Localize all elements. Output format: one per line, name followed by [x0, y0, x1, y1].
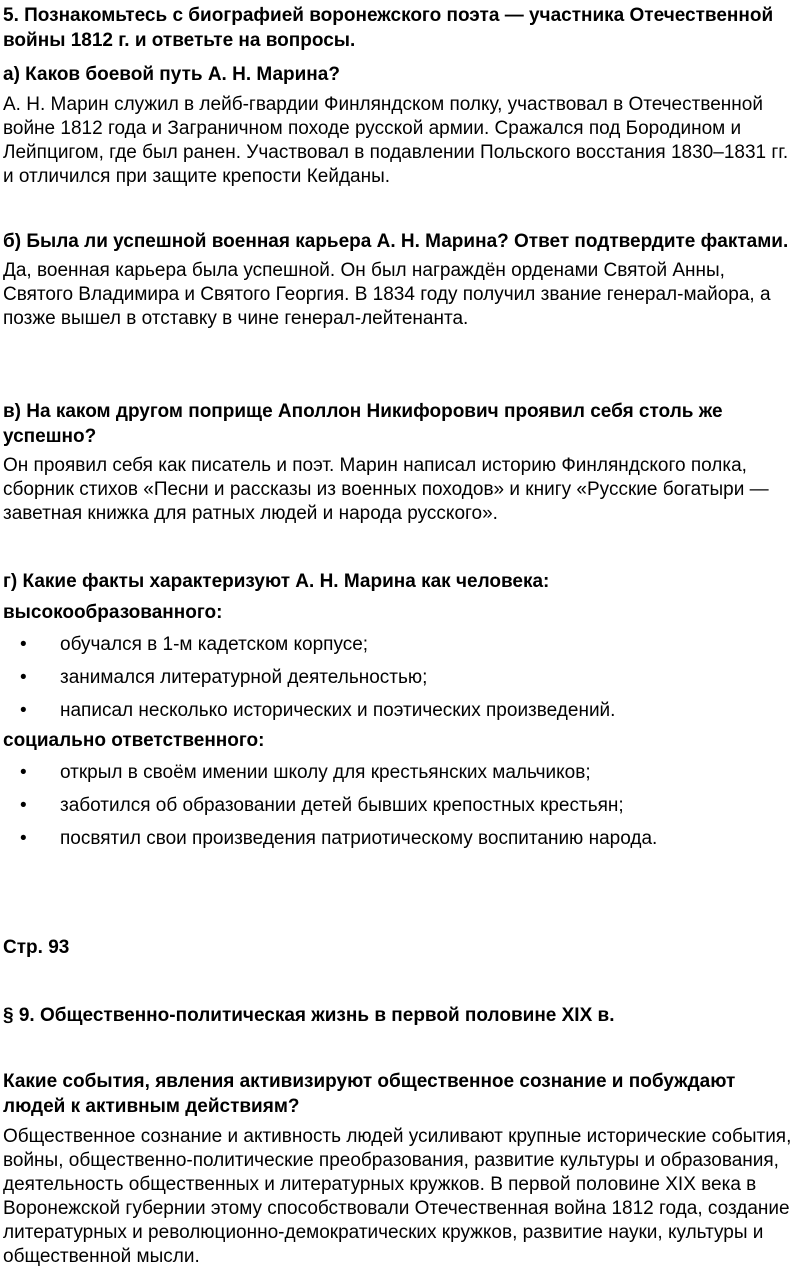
page-label-block: [3, 935, 796, 960]
list-item: • открыл в своём имении школу для крестьянских мальчиков;: [20, 762, 591, 783]
list-responsible: [3, 761, 796, 860]
task-title: 5. Познакомьтесь с биографией воронежского поэта — участника Отечественной войны 1812 г. и ответьте на вопросы.: [3, 5, 774, 51]
page-label: Стр. 93: [3, 937, 70, 958]
final-question: Какие события, явления активизируют общественное сознание и побуждают людей к активным действиям?: [3, 1071, 736, 1117]
list-item: • написал несколько исторических и поэтических произведений.: [20, 700, 616, 721]
list-item: • заботился об образовании детей бывших крепостных крестьян;: [20, 795, 624, 816]
answer-v: Он проявил себя как писатель и поэт. Марин написал историю Финляндского полка, сборник стихов «Песни и рассказы из военных походов» и книгу «Русские богатыри — заветная книжка для ратных людей и народа русского».: [3, 455, 769, 524]
bullet-icon: •: [20, 667, 27, 688]
question-g-block: [3, 569, 796, 860]
group-label-educated: высокообразованного:: [3, 602, 223, 623]
final-answer: Общественное сознание и активность людей усиливают крупные исторические события, войны, общественно-политические преобразования, развитие культуры и образования, деятельность общественных и литературных кружков. В первой половине XIX века в Воронежской губернии этому способствовали Отечественная война 1812 года, создание литературных и революционно-демократических кружков, развитие науки, культуры и общественной мысли.: [3, 1126, 792, 1267]
bullet-icon: •: [20, 795, 27, 816]
question-b: б) Была ли успешной военная карьера А. Н. Марина? Ответ подтвердите фактами.: [3, 231, 789, 252]
list-educated: [3, 633, 796, 732]
question-v-block: [3, 399, 796, 526]
question-b-block: [3, 229, 796, 331]
bullet-icon: •: [20, 828, 27, 849]
bullet-icon: •: [20, 762, 27, 783]
final-question-block: [3, 1069, 796, 1269]
group-label-responsible: социально ответственного:: [3, 730, 265, 751]
section-title-block: [3, 1003, 796, 1028]
question-a: а) Каков боевой путь А. Н. Марина?: [3, 64, 340, 85]
answer-a: А. Н. Марин служил в лейб-гвардии Финляндском полку, участвовал в Отечественной войне 1812 года и Заграничном походе русской армии. Сражался под Бородином и Лейпцигом, где был ранен. Участвовал в подавлении Польского восстания 1830–1831 гг. и отличился при защите крепости Кейданы.: [3, 94, 789, 187]
bullet-icon: •: [20, 700, 27, 721]
list-item: • обучался в 1-м кадетском корпусе;: [20, 634, 369, 655]
bullet-icon: •: [20, 634, 27, 655]
list-item: • посвятил свои произведения патриотическому воспитанию народа.: [20, 828, 658, 849]
question-g: г) Какие факты характеризуют А. Н. Марина как человека:: [3, 571, 550, 592]
answer-b: Да, военная карьера была успешной. Он был награждён орденами Святой Анны, Святого Владимира и Святого Георгия. В 1834 году получил звание генерал-майора, а позже вышел в отставку в чине генерал-лейтенанта.: [3, 260, 771, 329]
list-item: • занимался литературной деятельностью;: [20, 667, 428, 688]
question-v: в) На каком другом поприще Аполлон Никифорович проявил себя столь же успешно?: [3, 401, 723, 447]
section-title: § 9. Общественно-политическая жизнь в первой половине XIX в.: [3, 1005, 615, 1026]
question-a-block: [3, 62, 796, 189]
task-block: [3, 3, 796, 53]
